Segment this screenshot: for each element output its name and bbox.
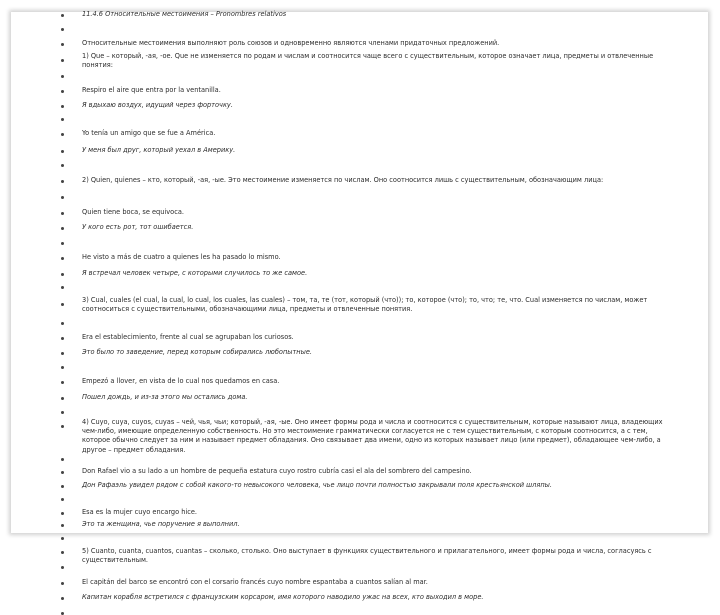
list-item-text: 5) Cuanto, cuanta, cuantos, cuantas – сколько, столько. Оно выступает в функциях существительного и прилагательного, имеет формы рода и числа, согласуясь с существительным. — [82, 547, 652, 565]
list-item-text: У меня был друг, который уехал в Америку. — [82, 146, 236, 154]
list-item-text: Esa es la mujer cuyo encargo hice. — [82, 508, 198, 516]
bullet-icon — [61, 227, 64, 230]
bullet-icon — [61, 286, 64, 289]
bullet-icon — [61, 498, 64, 501]
list-item-text: Quien tiene boca, se equivoca. — [82, 208, 184, 216]
list-item-text: Don Rafael vio a su lado a un hombre de pequeña estatura cuyo rostro cubría casi el ala del sombrero del campesino. — [82, 467, 472, 475]
list-item-text: Yo tenía un amigo que se fue a América. — [82, 129, 216, 137]
bullet-icon — [61, 133, 64, 136]
list-item-text: Я встречал человек четыре, с которыми случилось то же самое. — [82, 269, 308, 277]
bullet-icon — [61, 43, 64, 46]
bullet-icon — [61, 471, 64, 474]
bullet-icon — [61, 512, 64, 515]
bullet-icon — [61, 118, 64, 121]
bullet-icon — [61, 485, 64, 488]
bullet-list — [11, 10, 708, 601]
document-page — [11, 10, 708, 601]
bullet-icon — [61, 242, 64, 245]
bullet-icon — [61, 90, 64, 93]
list-item-text: Empezó a llover, en vista de lo cual nos quedamos en casa. — [82, 377, 280, 385]
bullet-icon — [61, 14, 64, 17]
list-item-text: У кого есть рот, тот ошибается. — [82, 223, 194, 231]
bullet-icon — [61, 75, 64, 78]
bullet-icon — [61, 150, 64, 153]
bullet-icon — [61, 397, 64, 400]
bullet-icon — [61, 582, 64, 585]
bullet-icon — [61, 196, 64, 199]
list-item-text: Это та женщина, чье поручение я выполнил. — [82, 520, 240, 528]
bullet-icon — [61, 352, 64, 355]
bullet-icon — [61, 366, 64, 369]
list-item-text: Это было то заведение, перед которым собирались любопытные. — [82, 348, 312, 356]
list-item-text: 11.4.6 Относительные местоимения – Pronombres relativos — [82, 10, 287, 18]
bullet-icon — [61, 597, 64, 600]
list-item-text: Я вдыхаю воздух, идущий через форточку. — [82, 101, 233, 109]
bullet-icon — [61, 551, 64, 554]
bullet-icon — [61, 257, 64, 260]
bullet-icon — [61, 524, 64, 527]
bullet-icon — [61, 180, 64, 183]
list-item-text: Era el establecimiento, frente al cual se agrupaban los curiosos. — [82, 333, 294, 341]
list-item-text: 1) Que – который, -ая, -ое. Que не изменяется по родам и числам и соотносится чаще всего с существительным, которое означает лица, предметы и отвлеченные понятия: — [82, 52, 654, 70]
bullet-icon — [61, 59, 64, 62]
list-item-text: 4) Cuyo, cuya, cuyos, cuyas – чей, чья, чьи; который, -ая, -ые. Оно имеет формы рода и числа и соотносится с существительным, которые называют лица, владеющих чем-либо, имеющие определенную собственность. Но это местоимение грамматически согласуется не с тем существительным, с которым соотносится, а с тем, которое обычно следует за ним и называет предмет обладания. Оно связывает два имени, одно из которых называет лицо (или предмет), обладающее чем-либо, а другое – предмет обладания. — [82, 418, 663, 454]
bullet-icon — [61, 566, 64, 569]
bullet-icon — [61, 164, 64, 167]
bullet-icon — [61, 105, 64, 108]
bullet-icon — [61, 212, 64, 215]
bullet-icon — [61, 425, 64, 428]
bullet-icon — [61, 381, 64, 384]
list-item-text: 3) Cual, cuales (el cual, la cual, lo cual, los cuales, las cuales) – том, та, те (тот, который (что)); то, которое (что); то, что; те, что. Cual изменяется по числам, может соотноситься с существительными, обозначающими лица, предметы и отвлеченные понятия. — [82, 296, 648, 314]
list-item-text: Пошел дождь, и из-за этого мы остались дома. — [82, 393, 248, 401]
bullet-icon — [61, 337, 64, 340]
bullet-icon — [61, 322, 64, 325]
list-item-text: Капитан корабля встретился с французским корсаром, имя которого наводило ужас на всех, кто выходил в море. — [82, 593, 484, 601]
bullet-icon — [61, 411, 64, 414]
list-item-text: El capitán del barco se encontró con el corsario francés cuyo nombre espantaba a cuantos salían al mar. — [82, 578, 428, 586]
list-item-text: Дон Рафаэль увидел рядом с собой какого-то невысокого человека, чье лицо почти полностью закрывали поля крестьянской шляпы. — [82, 481, 552, 489]
bullet-icon — [61, 28, 64, 31]
list-item-text: He visto a más de cuatro a quienes les ha pasado lo mismo. — [82, 253, 281, 261]
list-item-text: Относительные местоимения выполняют роль союзов и одновременно являются членами придаточных предложений. — [82, 39, 500, 47]
bullet-icon — [61, 537, 64, 540]
bullet-icon — [61, 273, 64, 276]
bullet-icon — [61, 458, 64, 461]
list-item-text: 2) Quien, quienes – кто, который, -ая, -ые. Это местоимение изменяется по числам. Оно соотносится лишь с существительным, обозначающим лица: — [82, 176, 604, 184]
bullet-icon — [61, 303, 64, 306]
list-item-text: Respiro el aire que entra por la ventanilla. — [82, 86, 221, 94]
